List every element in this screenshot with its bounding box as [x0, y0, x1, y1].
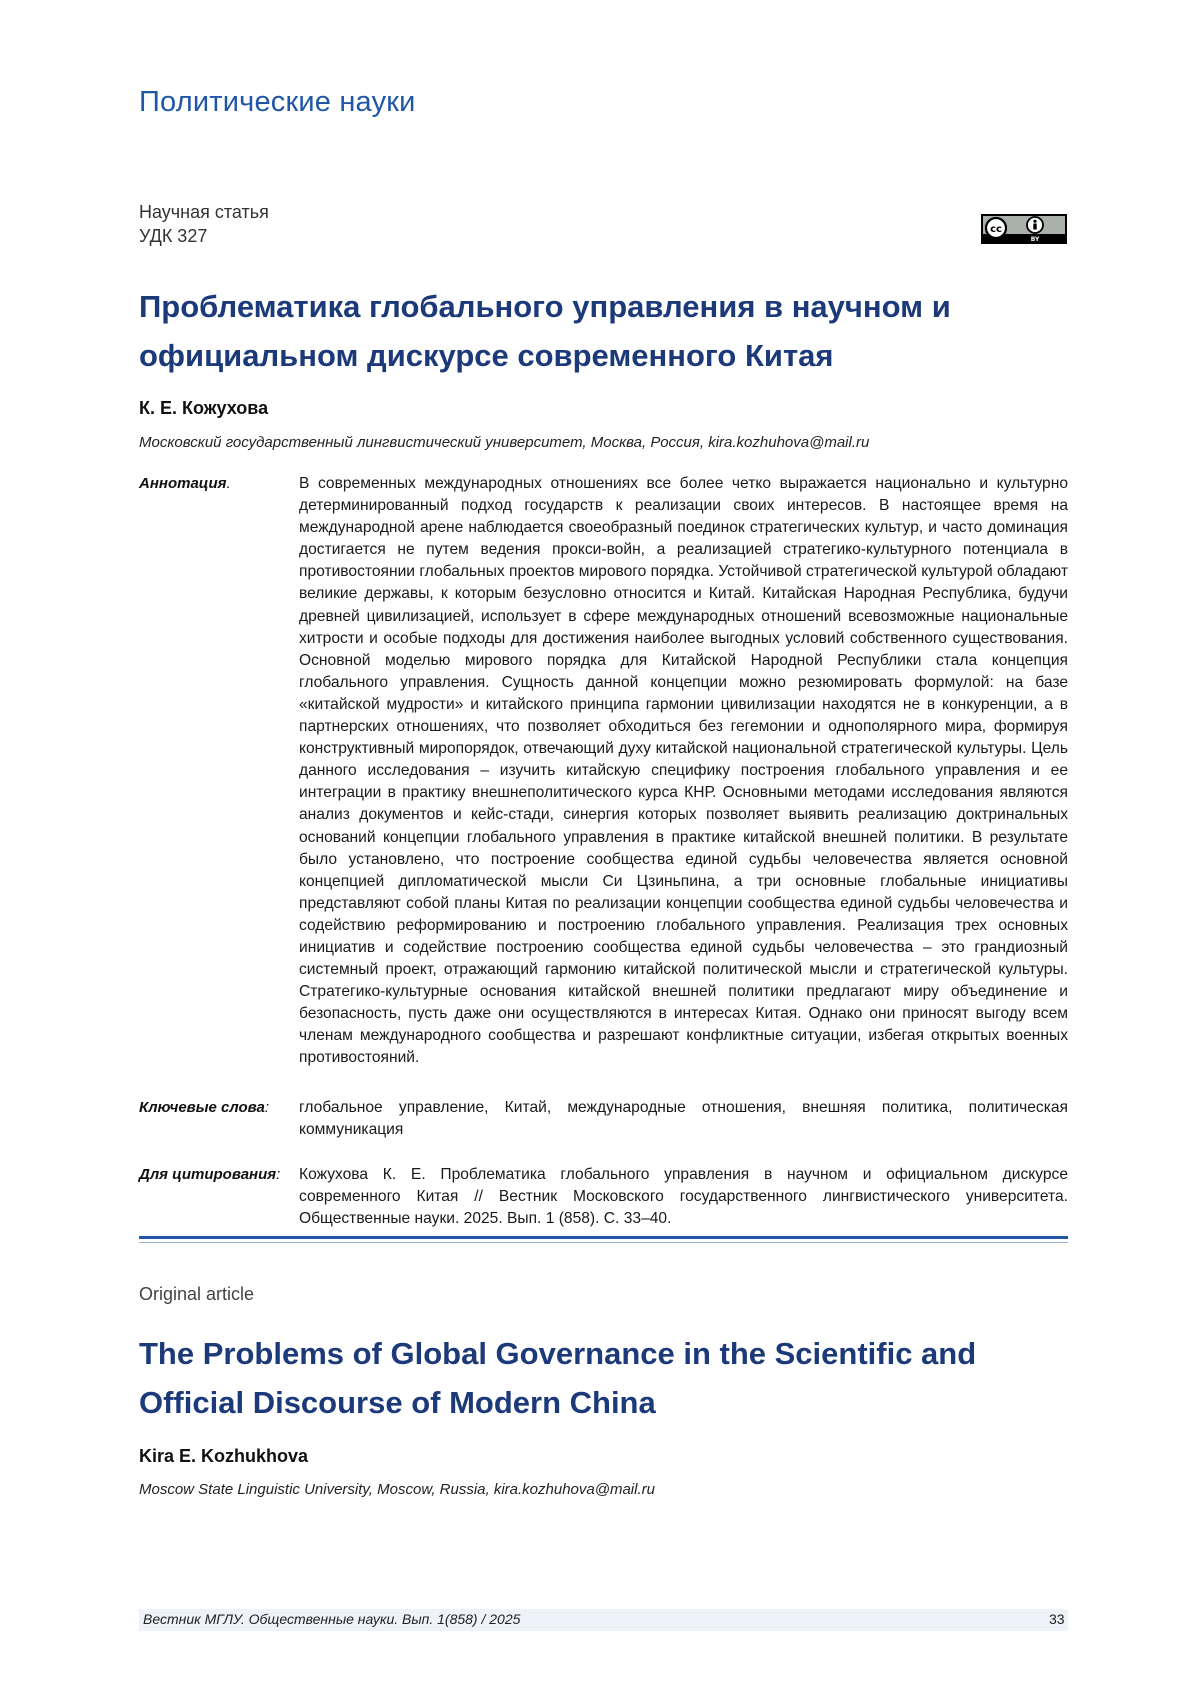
section-divider-thick: [139, 1236, 1068, 1239]
author-affiliation-ru: Московский государственный лингвистический университет, Москва, Россия, kira.kozhuhova@mail.ru: [139, 434, 870, 451]
article-title-en: The Problems of Global Governance in the Scientific and Official Discourse of Modern China: [139, 1336, 977, 1420]
author-affiliation-en: Moscow State Linguistic University, Moscow, Russia, kira.kozhuhova@mail.ru: [139, 1481, 655, 1498]
citation-text: Кожухова К. Е. Проблематика глобального управления в научном и официальном дискурсе современного Китая // Вестник Московского государственного лингвистического университета. Общественные науки. 2025. Вып. 1 (858). С. 33–40.: [299, 1166, 1068, 1228]
author-name-ru: К. Е. Кожухова: [139, 398, 269, 418]
keywords-label: Ключевые слова:: [139, 1099, 270, 1116]
footer-journal-name: Вестник МГЛУ. Общественные науки. Вып. 1(858) / 2025: [143, 1611, 521, 1627]
section-divider-thin: [139, 1242, 1068, 1243]
abstract-text: В современных международных отношениях все более четко выражается национально и культурно детерминированный подход государств к реализации своих интересов. В настоящее время на международной арене наблюдается своеобразный поединок стратегических культур, и часто доминация достигается не путем ведения прокси-войн, а реализацией стратегико-культурного потенциала в противостоянии глобальных проектов мирового порядка. Устойчивой стратегической культурой обладают великие державы, к которым безусловно относится и Китай. Китайская Народная Республика, будучи древней цивилизацией, использует в сфере международных отношений всевозможные национальные хитрости и особые подходы для достижения наиболее выгодных условий собственного существования. Основной моделью мирового порядка для Китайской Народной Республики стала концепция глобального управления. Сущность данной концепции можно резюмировать формулой: на базе «китайской мудрости» и китайского принципа гармонии цивилизации находятся не в конкуренции, а в партнерских отношениях, что позволяет обходиться без гегемонии и однополярного мира, формируя конструктивный миропорядок, отвечающий духу китайской национальной стратегической культуры. Цель данного исследования – изучить китайскую специфику построения глобального управления и ее интеграции в практику внешнеполитического курса КНР. Основными методами исследования являются анализ документов и кейс-стади, синергия которых позволяет выявить реализацию доктринальных оснований концепции глобального управления в практике китайской внешней политики. В результате было установлено, что построение сообщества единой судьбы человечества является основной концепцией дипломатической мысли Си Цзиньпина, а три основные глобальные инициативы представляют собой планы Китая по реализации концепции сообщества единой судьбы человечества и содействию реформированию и построению глобального управления. Реализация трех основных инициатив и содействие построению сообщества единой судьбы человечества – это грандиозный системный проект, отражающий гармонию китайской политической мысли и стратегической культуры. Стратегико-культурные основания китайской внешней политики предлагают миру объединение и безопасность, пусть даже они осуществляются в интересах Китая. Однако они приносят выгоду всем членам международного сообщества и разрешают конфликтные ситуации, избегая открытых военных противостояний.: [299, 475, 1068, 1067]
page-number: 33: [1049, 1611, 1065, 1627]
keywords-text: глобальное управление, Китай, международные отношения, внешняя политика, политическая коммуникация: [299, 1099, 1068, 1139]
article-type-ru: Научная статья: [139, 202, 269, 222]
citation-label: Для цитирования:: [139, 1166, 281, 1183]
svg-text:BY: BY: [1030, 236, 1040, 242]
cc-by-icon: [983, 216, 1065, 242]
abstract-label: Аннотация.: [139, 475, 231, 492]
section-header: Политические науки: [139, 86, 416, 118]
udk-code: УДК 327: [139, 226, 208, 246]
author-name-en: Kira E. Kozhukhova: [139, 1446, 309, 1466]
svg-text:cc: cc: [990, 224, 1002, 235]
article-title-ru: Проблематика глобального управления в научном и официальном дискурсе современного Китая: [139, 289, 951, 373]
article-type-en: Original article: [139, 1284, 255, 1304]
cc-by-license-badge[interactable]: [981, 214, 1067, 244]
